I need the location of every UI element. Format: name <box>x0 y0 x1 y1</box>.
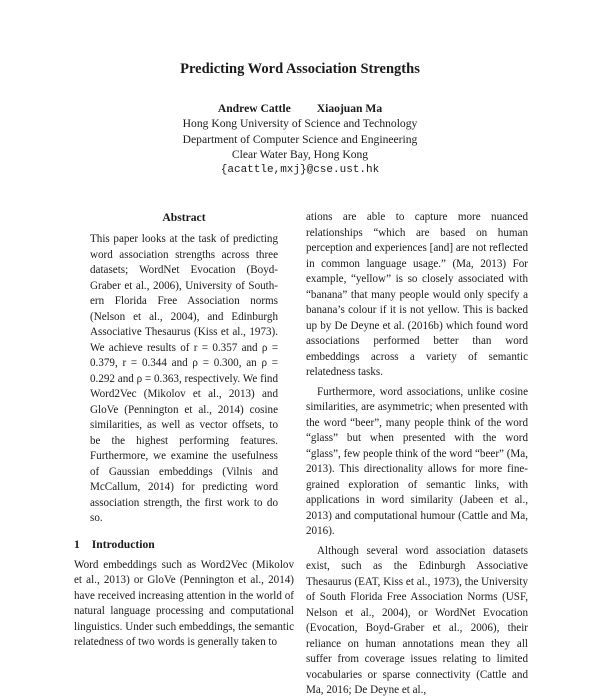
paper-title: Predicting Word Association Strengths <box>180 61 420 77</box>
affiliation-line: Hong Kong University of Science and Technology <box>182 117 418 131</box>
body-paragraph: ations are able to capture more nuanced relationships “which are based on human perception and experiences [and] are not reflected in common language usage.” (Ma, 2013) For example, “yellow” is so closely associated with “banana” that many people would only specify a banana’s colour if it is not yellow. This is backed up by De Deyne et al. (2016b) which found word associations performed better than word embeddings across a variety of semantic relatedness tasks. <box>306 211 528 378</box>
author-name: Andrew Cattle <box>217 102 291 115</box>
intro-paragraph: Word embeddings such as Word2Vec (Mikolov et al., 2013) or GloVe (Pennington et al., 2014) have received increasing attention in the world of natural language processing and computational linguistics. Under such embeddings, the semantic relatedness of two words is generally taken to <box>74 558 294 648</box>
section-title: Introduction <box>91 537 155 551</box>
author-email: {acattle,mxj}@cse.ust.hk <box>220 163 380 176</box>
affiliation-line: Department of Computer Science and Engineering <box>182 132 418 146</box>
right-column <box>306 210 528 699</box>
abstract-text: This paper looks at the task of predicting word association strengths across three datasets; WordNet Evocation (Boyd-Graber et al., 2006), University of South-ern Florida Free Association norms (Nelson et al., 2004), and Edinburgh Associative Thesaurus (Kiss et al., 1973). We achieve results of r = 0.357 and ρ = 0.379, r = 0.344 and ρ = 0.300, an ρ = 0.292 and ρ = 0.363, respectively. We find Word2Vec (Mikolov et al., 2013) and GloVe (Pennington et al., 2014) cosine similarities, as well as vector offsets, to be the highest performing features. Furthermore, we examine the usefulness of Gaussian embeddings (Vilnis and McCallum, 2014) for predicting word association strength, the first work to do so. <box>90 233 278 524</box>
section-heading-introduction <box>74 537 294 552</box>
abstract-heading: Abstract <box>162 211 206 224</box>
body-paragraph: Although several word association datasets exist, such as the Edinburgh Associative Thesaurus (EAT, Kiss et al., 1973), the University of South Florida Free Association Norms (USF, Nelson et al., 2004), or WordNet Evocation (Evocation, Boyd-Graber et al., 2006), their reliance on human annotations mean they all suffer from coverage issues relating to limited vocabularies or sparse connectivity (Cattle and Ma, 2016; De Deyne et al., <box>306 544 528 696</box>
author-block <box>0 101 600 178</box>
abstract-body <box>90 232 278 527</box>
body-paragraph: Furthermore, word associations, unlike cosine similarities, are asymmetric; when presented with the word “beer”, many people think of the word “glass” but when presented with the word “glass”, few people think of the word “beer” (Ma, 2013). This directionality allows for more fine-grained exploration of semantic links, with applications in word similarity (Jabeen et al., 2013) and computational humour (Cattle and Ma, 2016). <box>306 385 528 537</box>
section-number: 1 <box>74 537 80 551</box>
author-name: Xiaojuan Ma <box>316 102 383 115</box>
left-column <box>74 210 294 651</box>
affiliation-line: Clear Water Bay, Hong Kong <box>231 148 369 162</box>
author-names <box>0 101 600 116</box>
